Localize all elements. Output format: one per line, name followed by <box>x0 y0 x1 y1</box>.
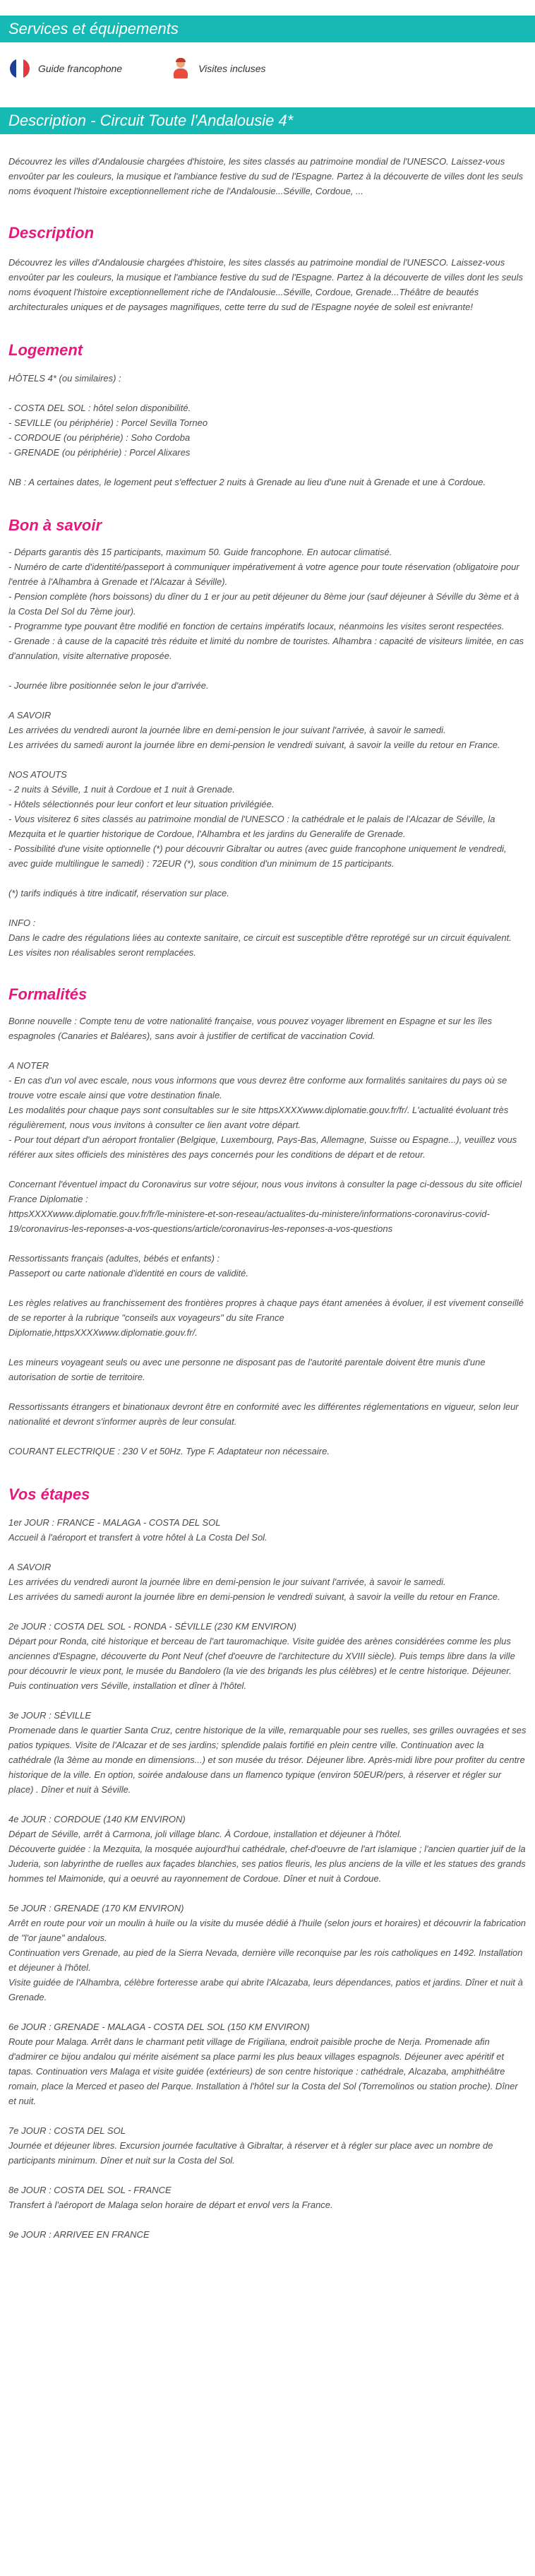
services-title: Services et équipements <box>8 20 179 37</box>
section-heading-formalites: Formalités <box>8 985 88 1003</box>
tour-guide-icon <box>172 58 190 79</box>
service-label: Guide francophone <box>38 63 123 74</box>
section-heading-logement: Logement <box>8 341 83 359</box>
service-label: Visites incluses <box>198 63 266 74</box>
section-heading-etapes: Vos étapes <box>8 1485 90 1503</box>
bon-a-savoir-text: - Départs garantis dès 15 participants, maximum 50. Guide francophone. En autocar climatisé. - Numéro de carte d'identité/passeport à communiquer impérativement à votre agence pour toute réservation (obligatoire pour l'entrée à l'Alhambra à Grenade et l'Alcazar à Séville). - Pension complète (hors boissons) du dîner du 1 er jour au petit déjeuner du 8ème jour (sauf déjeuner à Séville du 3ème et à la Costa Del Sol du 7ème jour). - Programme type pouvant être modifié en fonction de certains impératifs locaux, néanmoins les visites seront respectées. - Grenade : à cause de la capacité très réduite et limité du nombre de touristes. Alhambra : capacité de visiteurs limitée, en cas d'annulation, visite alternative proposée. - Journée libre positionnée selon le jour d'arrivée. A SAVOIR Les arrivées du vendredi auront la journée libre en demi-pension le jour suivant l'arrivée, à savoir le samedi. Les arrivées du samedi auront la journée libre en demi-pension le vendredi suivant, à savoir la veille du retour en France. NOS ATOUTS - 2 nuits à Séville, 1 nuit à Cordoue et 1 nuit à Grenade. - Hôtels sélectionnés pour leur confort et leur situation privilégiée. - Vous visiterez 6 sites classés au patrimoine mondial de l'UNESCO : la cathédrale et le palais de l'Alcazar de Séville, la Mezquita et le quartier historique de Cordoue, l'Alhambra et les jardins du Generalife de Grenade. - Possibilité d'une visite optionnelle (*) pour découvrir Gibraltar ou autres (avec guide francophone uniquement le vendredi, avec guide multilingue le samedi) : 72EUR (*), sous condition d'un minimum de 15 participants. (*) tarifs indiqués à titre indicatif, réservation sur place. INFO : Dans le cadre des régulations liées au contexte sanitaire, ce circuit est susceptible d'être reprotégé sur un circuit équivalent. Les visites non réalisables seront remplacées. <box>8 547 524 958</box>
intro-text: Découvrez les villes d'Andalousie chargées d'histoire, les sites classés au patrimoine mondial de l'UNESCO. Laissez-vous envoûter par les couleurs, la musique et l'ambiance festive du sud de l'Espagne. Partez à la découverte de villes dont les seuls noms évoquent l'histoire exceptionnellement riche de l'Andalousie...Séville, Cordoue, ... <box>8 156 526 196</box>
section-heading-description: Description <box>8 224 95 242</box>
etapes-text: 1er JOUR : FRANCE - MALAGA - COSTA DEL SOL Accueil à l'aéroport et transfert à votre hôtel à La Costa Del Sol. A SAVOIR Les arrivées du vendredi auront la journée libre en demi-pension le jour suivant l'arrivée, à savoir le samedi. Les arrivées du samedi auront la journée libre en demi-pension le vendredi suivant, à savoir la veille du retour en France. 2e JOUR : COSTA DEL SOL - RONDA - SÉVILLE (230 KM ENVIRON) Départ pour Ronda, cité historique et berceau de l'art tauromachique. Visite guidée des arènes considérées comme les plus anciennes d'Espagne, découverte du Pont Neuf (chef d'oeuvre de l'architecture du XVIII siècle). Puis temps libre dans la ville pour découvrir le vieux pont, le musée du Bandolero (la vie des brigands les plus célèbres) et le centre historique. Déjeuner. Puis continuation vers Séville, installation et dîner à l'hôtel. 3e JOUR : SÉVILLE Promenade dans le quartier Santa Cruz, centre historique de la ville, remarquable pour ses ruelles, ses grilles ouvragées et ses patios typiques. Visite de l'Alcazar et de ses jardins; splendide palais fortifié en plein centre ville. Continuation avec la cathédrale (la 3ème au monde en dimensions...) et son musée du trésor. Déjeuner libre. Après-midi libre pour profiter du centre historique de la ville. En option, soirée andalouse dans un flamenco typique (environ 50EUR/pers, à réserver et régler sur place) . Dîner et nuit à Séville. 4e JOUR : CORDOUE (140 KM ENVIRON) Départ de Séville, arrêt à Carmona, joli village blanc. À Cordoue, installation et déjeuner à l'hôtel. Découverte guidée : la Mezquita, la mosquée aujourd'hui cathédrale, chef-d'oeuvre de l'art islamique ; l'ancien quartier juif de la Juderia, son labyrinthe de ruelles aux façades blanchies, ses patios fleuris, les plus anciens de la ville et les statues des grands hommes tel Maimonide, qui a oeuvré au rayonnement de Cordoue. Dîner et nuit à Cordoue. 5e JOUR : GRENADE (170 KM ENVIRON) Arrêt en route pour voir un moulin à huile ou la visite du musée dédié à l'huile (selon jours et horaires) et découvrir la fabrication de "l'or jaune" andalous. Continuation vers Grenade, au pied de la Sierra Nevada, dernière ville reconquise par les rois catholiques en 1492. Installation et déjeuner à l'hôtel. Visite guidée de l'Alhambra, célèbre forteresse arabe qui abrite l'Alcazaba, leurs dépendances, patios et jardins. Dîner et nuit à Grenade. 6e JOUR : GRENADE - MALAGA - COSTA DEL SOL (150 KM ENVIRON) Route pour Malaga. Arrêt dans le charmant petit village de Frigiliana, endroit paisible proche de Nerja. Promenade afin d'admirer ce bijou andalou qui mérite aisément sa place parmi les plus beaux villages espagnols. Déjeuner avec apéritif et tapas. Continuation vers Malaga et visite guidée (extérieurs) de son centre historique : cathédrale, Alcazaba, amphithéâtre romain, place la Merced et paseo del Parque. Installation à l'hôtel sur la Costa del Sol (Torremolinos ou station proche). Dîner et nuit. 7e JOUR : COSTA DEL SOL Journée et déjeuner libres. Excursion journée facultative à Gibraltar, à réserver et à régler sur place avec un nombre de participants minimum. Dîner et nuit sur la Costa del Sol. 8e JOUR : COSTA DEL SOL - FRANCE Transfert à l'aéroport de Malaga selon horaire de départ et envol vers la France. 9e JOUR : ARRIVEE EN FRANCE <box>8 1517 527 2240</box>
description-header <box>0 107 535 134</box>
services-header <box>0 16 535 42</box>
main-content <box>0 154 535 2242</box>
service-visits-included <box>172 58 265 79</box>
description-title: Description - Circuit Toute l'Andalousie 4* <box>8 112 294 129</box>
section-heading-bon-a-savoir: Bon à savoir <box>8 516 102 534</box>
service-french-guide <box>10 59 122 78</box>
formalites-text: Bonne nouvelle : Compte tenu de votre nationalité française, vous pouvez voyager librement en Espagne et sur les îles espagnoles (Canaries et Baléares), sans avoir à justifier de certificat de vaccination Covid. A NOTER - En cas d'un vol avec escale, nous vous informons que vous devrez être conforme aux formalités sanitaires du pays où se trouve votre escale ainsi que votre destination finale. Les modalités pour chaque pays sont consultables sur le site httpsXXXXwww.diplomatie.gouv.fr/fr/. L'actualité évoluant très régulièrement, nous vous invitons à consulter ce lien avant votre départ. - Pour tout départ d'un aéroport frontalier (Belgique, Luxembourg, Pays-Bas, Allemagne, Suisse ou Espagne...), veuillez vous référer aux sites officiels des ministères des pays concernés pour les conditions de départ et de retour. Concernant l'éventuel impact du Coronavirus sur votre séjour, nous vous invitons à consulter la page ci-dessous du site officiel France Diplomatie : httpsXXXXwww.diplomatie.gouv.fr/fr/le-ministere-et-son-reseau/actualites-du-ministere/informations-coronavirus-covid-19/coronavirus-les-reponses-a-vos-questions/article/coronavirus-les-reponses-a-vos-questions Ressortissants français (adultes, bébés et enfants) : Passeport ou carte nationale d'identité en cours de validité. Les règles relatives au franchissement des frontières propres à chaque pays étant amenées à évoluer, il est vivement conseillé de se reporter à la rubrique "conseils aux voyageurs" du site France Diplomatie,httpsXXXXwww.diplomatie.gouv.fr/. Les mineurs voyageant seuls ou avec une personne ne disposant pas de l'autorité parentale doivent être munis d'une autorisation de sortie de territoire. Ressortissants étrangers et binationaux devront être en conformité avec les différentes réglementations en vigueur, selon leur nationalité et devront s'informer auprès de leur consulat. COURANT ELECTRIQUE : 230 V et 50Hz. Type F. Adaptateur non nécessaire. <box>8 1016 524 1456</box>
logement-text: HÔTELS 4* (ou similaires) : - COSTA DEL SOL : hôtel selon disponibilité. - SEVILLE (ou périphérie) : Porcel Sevilla Torneo - CORDOUE (ou périphérie) : Soho Cordoba - GRENADE (ou périphérie) : Porcel Alixares NB : A certaines dates, le logement peut s'effectuer 2 nuits à Grenade au lieu d'une nuit à Grenade et une à Cordoue. <box>8 373 486 487</box>
description-text: Découvrez les villes d'Andalousie chargées d'histoire, les sites classés au patrimoine mondial de l'UNESCO. Laissez-vous envoûter par les couleurs, la musique et l'ambiance festive du sud de l'Espagne. Partez à la découverte de villes dont les seuls noms évoquent l'histoire exceptionnellement riche de l'Andalousie...Séville, Cordoue, Grenade...Théâtre de beautés architecturales uniques et de paysages magnifiques, cette terre du sud de l'Espagne noyée de soleil est enivrante! <box>8 257 526 312</box>
services-list <box>0 42 535 95</box>
french-flag-icon <box>10 59 30 78</box>
